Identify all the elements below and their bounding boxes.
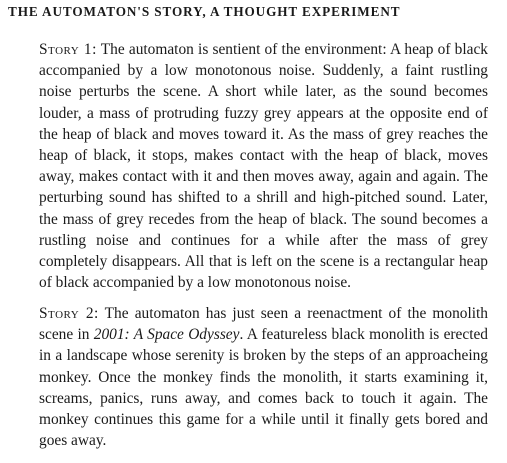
film-year: 2001 (93, 326, 125, 344)
film-title (94, 326, 240, 343)
section-heading: THE AUTOMATON'S STORY, A THOUGHT EXPERIMENT (8, 4, 401, 19)
story-2-text-after: . A featureless black monolith is erected in a landscape whose serenity is broken by the steps of an approacheing monkey. Once the monkey finds the monolith, it starts examining it, screams, panics, runs away, and comes back to touch it again. The monkey continues this game for a while until it finally gets bored and goes away. (39, 326, 488, 450)
film-title-text: : A Space Odyssey (124, 326, 240, 344)
story-2-text-before: The automaton has just seen a reenactment of the monolith scene in (39, 305, 488, 344)
story-2-label: Story 2: (39, 305, 99, 322)
story-1-label: Story 1: (39, 41, 97, 58)
story-1-paragraph (39, 39, 488, 293)
story-2-paragraph (39, 303, 488, 451)
story-1-text: The automaton is sentient of the environment: A heap of black accompanied by a low monotonous noise. Suddenly, a faint rustling noise perturbs the scene. A short while later, as the sound becomes louder, a mass of protruding fuzzy grey appears at the opposite end of the heap of black and moves toward it. As the mass of grey reaches the heap of black, it stops, makes contact with the heap of black, moves away, makes contact with it and then moves away, again and again. The perturbing sound has shifted to a shrill and high-pitched sound. Later, the mass of grey recedes from the heap of black. The sound becomes a rustling noise and continues for a while after the mass of grey completely disappears. All that is left on the scene is a rectangular heap of black accompanied by a low monotonous noise. (39, 41, 488, 292)
